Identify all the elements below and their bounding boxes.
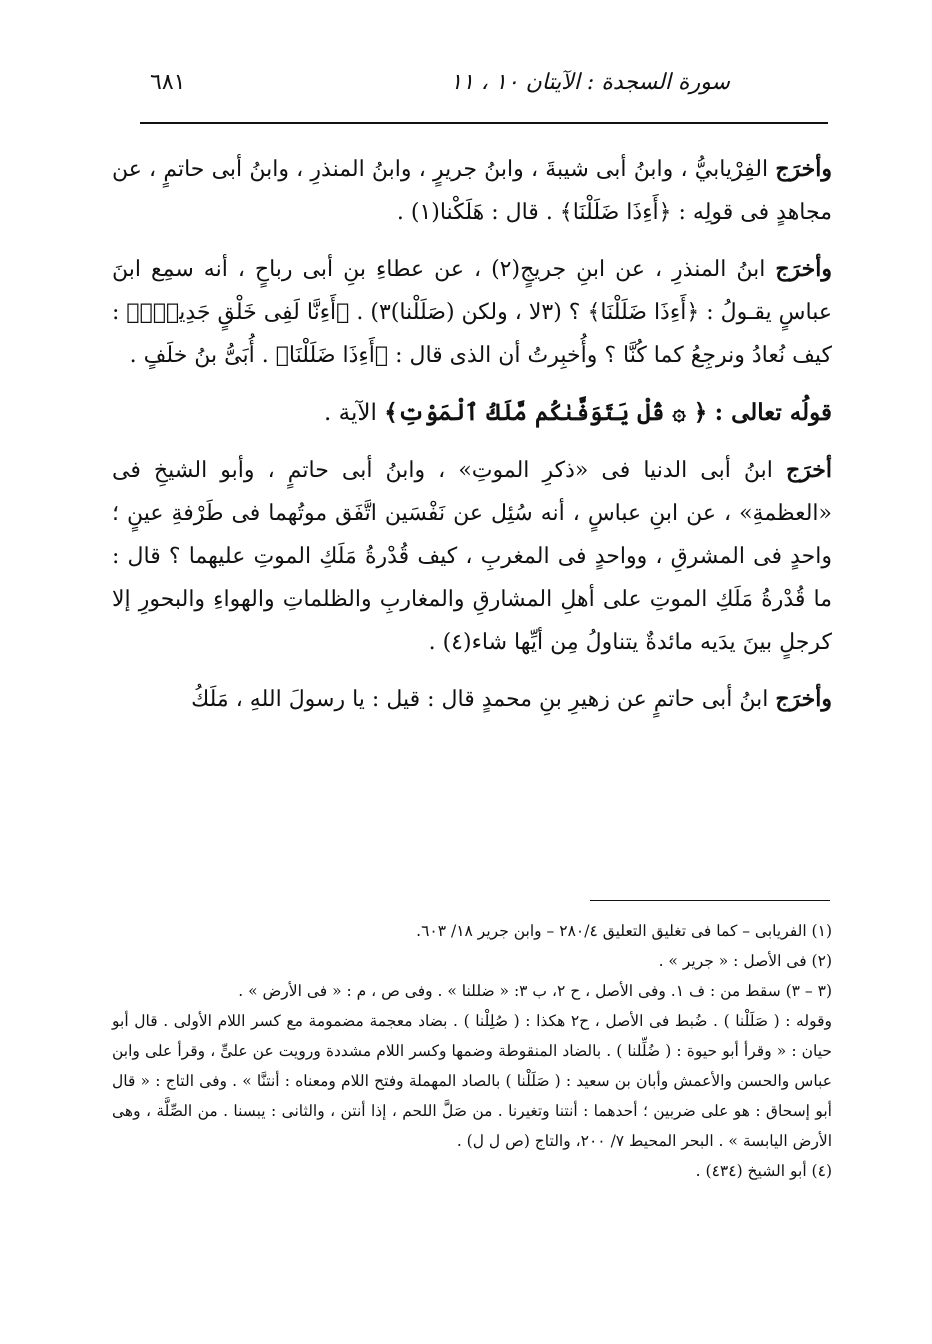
paragraph-lead: وأخرَج	[775, 156, 832, 182]
header-rule	[140, 122, 828, 124]
verse-heading-label: قولُه تعالى :	[714, 399, 832, 426]
paragraph-lead: وأخرَج	[775, 256, 833, 282]
paragraph-4	[112, 678, 832, 721]
page-number: ٦٨١	[150, 70, 186, 95]
paragraph-3	[112, 449, 832, 664]
paragraph-body: الفِرْيابيُّ ، وابنُ أبى شيبةَ ، وابنُ جريرٍ ، وابنُ المنذرِ ، وابنُ أبى حاتمٍ ، عن مجاهدٍ فى قولِه : ﴿أَءِذَا ضَلَلْنَا﴾ . قال : هَلَكْنا(١) .	[112, 157, 832, 225]
page-header	[140, 62, 830, 114]
footnote-1: (١) الفريابى – كما فى تغليق التعليق ٢٨٠/٤ – وابن جرير ١٨/ ٦٠٣.	[416, 922, 832, 940]
footnotes	[112, 916, 832, 1186]
footnote-rule	[590, 900, 830, 901]
paragraph-lead: وأخرَج	[775, 686, 832, 712]
footnote-2: (٢) فى الأصل : « جرير » .	[658, 952, 832, 970]
verse-heading	[112, 391, 832, 435]
paragraph-body: ابنُ المنذرِ ، عن ابنِ جريجٍ(٢) ، عن عطاءِ بنِ أبى رباحٍ ، أنه سمِع ابنَ عباسٍ يقـولُ : ﴿أَءِذَا ضَلَلْنَا﴾ ؟ (٣لا ، ولكن (صَلَلْنا)٣) . ﴿أَءِنَّا لَفِى خَلْقٍ جَدِيدٍۭ﴾ : كيف نُعادُ ونرجِعُ كما كُنَّا ؟ وأُخبِرتُ أن الذى قال : ﴿أَءِذَا ضَلَلْنَا﴾ . أُبَىُّ بنُ خلَفٍ .	[112, 257, 832, 368]
paragraph-body: ابنُ أبى الدنيا فى «ذكرِ الموتِ» ، وابنُ أبى حاتمٍ ، وأبو الشيخِ فى «العظمةِ» ، عن ابنِ عباسٍ ، أنه سُئِل عن نَفْسَين اتَّفَق موتُهما فى طَرْفةِ عينٍ ؛ واحدٍ فى المشرقِ ، وواحدٍ فى المغربِ ، كيف قُدْرةُ مَلَكِ الموتِ عليهما ؟ قال : ما قُدْرةُ مَلَكِ الموتِ على أهلِ المشارقِ والمغاربِ والظلماتِ والهواءِ والبحورِ إلا كرجلٍ بينَ يدَيه مائدةٌ يتناولُ مِن أيِّها شاء(٤) .	[112, 458, 832, 655]
paragraph-1	[112, 148, 832, 234]
footnote-4: (٤) أبو الشيخ (٤٣٤) .	[695, 1162, 832, 1180]
paragraph-body: ابنُ أبى حاتمٍ عن زهيرِ بنِ محمدٍ قال : قيل : يا رسولَ اللهِ ، مَلَكُ	[191, 687, 776, 712]
running-title: سورة السجدة : الآيتان ١٠ ، ١١	[450, 70, 730, 95]
footnote-3: (٣ – ٣) سقط من : ف ١. وفى الأصل ، ح ٢، ب ٣: « ضللنا » . وفى ص ، م : « فى الأرض » .	[238, 982, 832, 1000]
paragraph-lead: أخرَج	[785, 457, 832, 483]
verse-quote: ﴿ ۞ قُلْ يَتَوَفَّىٰكُم مَّلَكُ ٱلْمَوْتِ﴾	[384, 399, 708, 426]
main-text	[112, 148, 832, 735]
paragraph-2	[112, 248, 832, 377]
footnote-3-continued: وقوله : ( صَلَلْنا ) . ضُبط فى الأصل ، ح٢ هكذا : ( صُلِلْنا ) . بضاد معجمة مضمومة مع كسر اللام الأولى . قال أبو حيان : « وقرأ أبو حيوة : ( ضُلِّلنا ) . بالضاد المنقوطة وضمها وكسر اللام مشددة ورويت عن علىٍّ ، وقرأ على وابن عباس والحسن والأعمش وأبان بن سعيد : ( صَلَلْنا ) بالصاد المهملة وفتح اللام ومعناه : أنتنَّا » . وفى التاج : « قال أبو إسحاق : هو على ضربين ؛ أحدهما : أنتنا وتغيرنا . من صَلَّ اللحم ، إذا أنتن ، والثانى : يبسنا . من الصِّلَّة ، وهى الأرض اليابسة » . البحر المحيط ٧/ ٢٠٠، والتاج (ص ل ل) .	[112, 1012, 832, 1150]
verse-suffix: الآية .	[324, 400, 385, 426]
